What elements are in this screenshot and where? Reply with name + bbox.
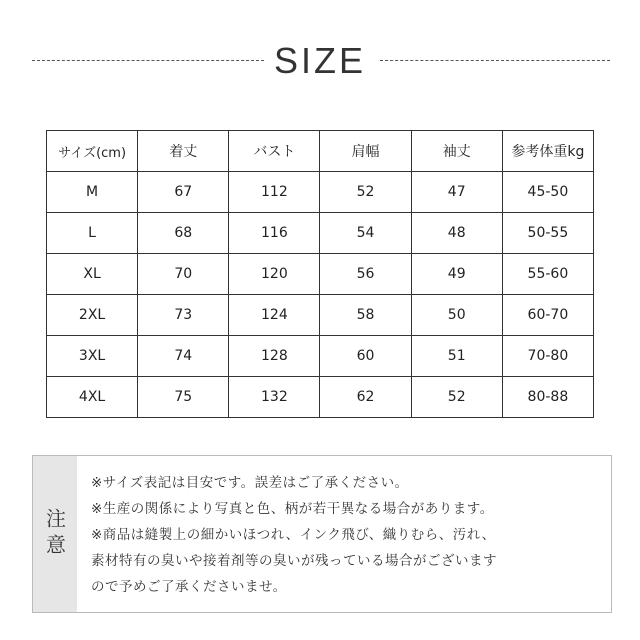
notice-text [91,470,603,600]
cell-length: 75 [138,377,229,418]
header-sleeve: 袖丈 [411,131,502,172]
cell-weight: 60-70 [502,295,593,336]
cell-size: 2XL [47,295,138,336]
cell-sleeve: 47 [411,172,502,213]
header-weight: 参考体重kg [502,131,593,172]
header-bust: バスト [229,131,320,172]
cell-length: 68 [138,213,229,254]
page-title: SIZE [273,40,366,81]
cell-weight: 50-55 [502,213,593,254]
cell-size: XL [47,254,138,295]
notice-line: ので予めご了承くださいませ。 [91,579,287,595]
cell-size: M [47,172,138,213]
cell-weight: 80-88 [502,377,593,418]
cell-length: 70 [138,254,229,295]
notice-line: ※商品は縫製上の細かいほつれ、インク飛び、織りむら、汚れ、 [91,527,496,543]
cell-bust: 132 [229,377,320,418]
cell-sleeve: 50 [411,295,502,336]
cell-shoulder: 58 [320,295,411,336]
cell-shoulder: 60 [320,336,411,377]
notice-label: 注意 [42,508,67,560]
table-row [47,295,594,336]
table-header-row [47,131,594,172]
cell-size: L [47,213,138,254]
table-row [47,172,594,213]
cell-size: 4XL [47,377,138,418]
cell-weight: 70-80 [502,336,593,377]
cell-shoulder: 54 [320,213,411,254]
title-row [0,36,640,86]
header-size: サイズ(cm) [47,131,138,172]
cell-sleeve: 48 [411,213,502,254]
notice-box [32,455,612,613]
table-row [47,377,594,418]
cell-bust: 120 [229,254,320,295]
cell-length: 67 [138,172,229,213]
cell-bust: 124 [229,295,320,336]
notice-label-panel [33,456,77,612]
title-divider-right [380,60,610,61]
title-divider-left [32,60,264,61]
cell-sleeve: 51 [411,336,502,377]
table-row [47,254,594,295]
header-length: 着丈 [138,131,229,172]
cell-shoulder: 52 [320,172,411,213]
cell-sleeve: 49 [411,254,502,295]
size-table [46,130,594,418]
cell-shoulder: 56 [320,254,411,295]
cell-weight: 45-50 [502,172,593,213]
table-row [47,336,594,377]
cell-size: 3XL [47,336,138,377]
table-row [47,213,594,254]
cell-length: 73 [138,295,229,336]
cell-bust: 112 [229,172,320,213]
cell-sleeve: 52 [411,377,502,418]
notice-line: 素材特有の臭いや接着剤等の臭いが残っている場合がございます [91,553,497,569]
header-shoulder: 肩幅 [320,131,411,172]
cell-bust: 128 [229,336,320,377]
cell-shoulder: 62 [320,377,411,418]
notice-line: ※生産の関係により写真と色、柄が若干異なる場合があります。 [91,501,494,517]
notice-line: ※サイズ表記は目安です。誤差はご了承ください。 [91,475,409,491]
cell-bust: 116 [229,213,320,254]
cell-weight: 55-60 [502,254,593,295]
cell-length: 74 [138,336,229,377]
